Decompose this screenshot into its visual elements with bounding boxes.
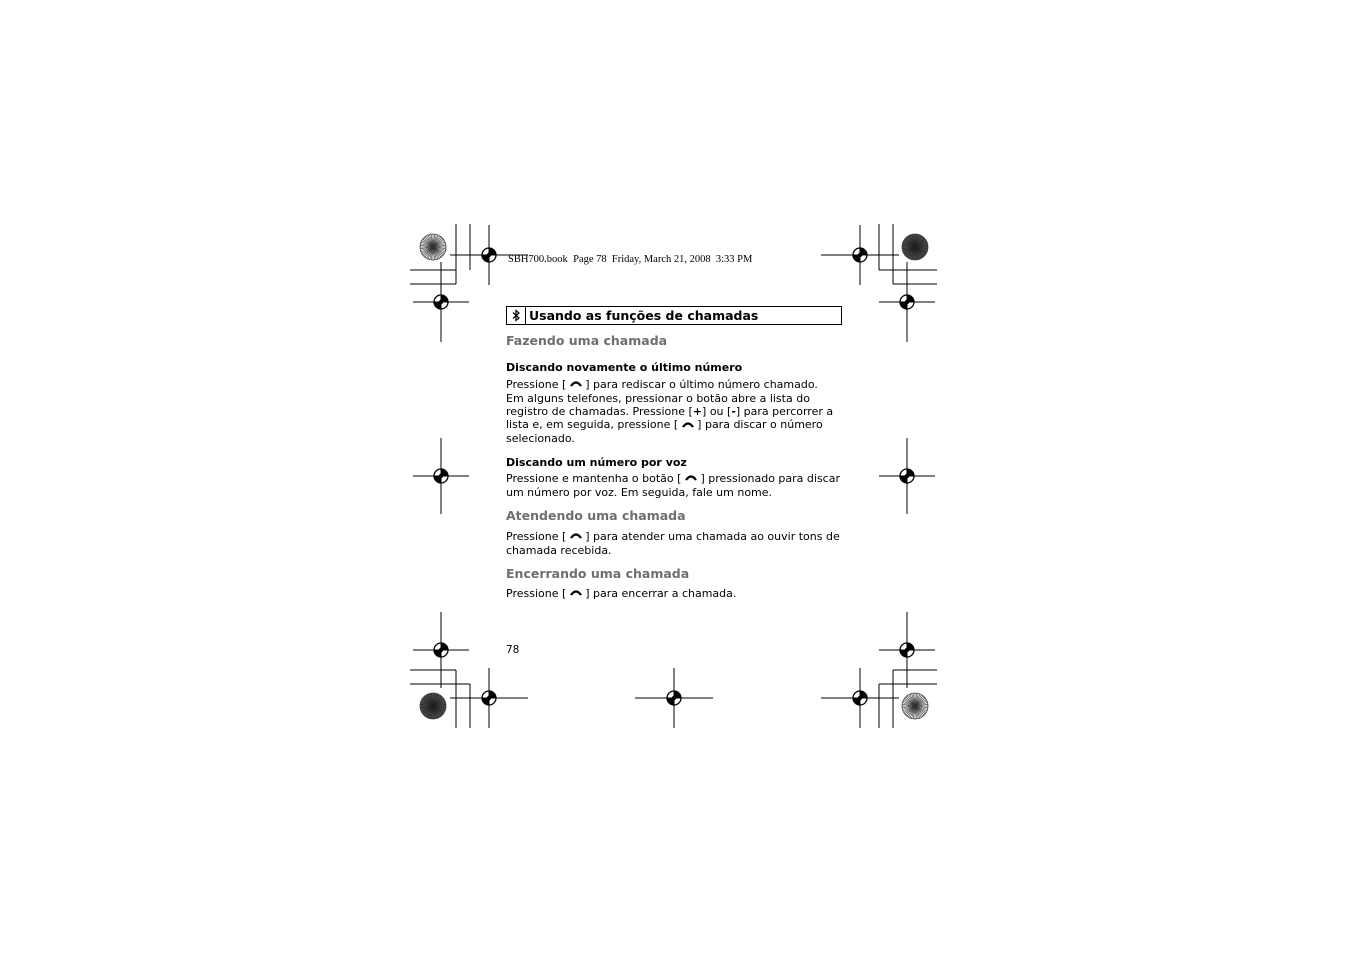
printer-color-wheel-icon bbox=[902, 693, 928, 719]
header-date: Friday, March 21, 2008 bbox=[611, 254, 711, 265]
paragraph-answering: Pressione [ ] para atender uma chamada ao ouvir tons de chamada recebida. bbox=[506, 530, 840, 557]
registration-mark-icon bbox=[635, 668, 713, 728]
heading-redial: Discando novamente o último número bbox=[506, 361, 743, 374]
phone-call-key-icon bbox=[682, 419, 694, 432]
paragraph-ending: Pressione [ ] para encerrar a chamada. bbox=[506, 587, 737, 600]
print-header bbox=[508, 254, 752, 265]
heading-ending: Encerrando uma chamada bbox=[506, 566, 690, 581]
plus-key: + bbox=[692, 405, 703, 419]
paragraph-voice-dial: Pressione e mantenha o botão [ ] pressionado para discar um número por voz. Em seguida, fale um nome. bbox=[506, 472, 840, 499]
paragraph-redial-log: Em alguns telefones, pressionar o botão abre a lista do registro de chamadas. Pressione [+] ou [-] para percorrer a lista e, em seguida, pressione [ ] para discar o número selecionado. bbox=[506, 392, 834, 445]
printer-color-wheel-icon bbox=[902, 234, 928, 260]
phone-end-key-icon bbox=[570, 587, 582, 600]
header-page: Page 78 bbox=[573, 254, 607, 265]
section-title: Usando as funções de chamadas bbox=[529, 308, 759, 323]
registration-mark-icon bbox=[413, 612, 469, 688]
registration-mark-icon bbox=[821, 225, 899, 285]
minus-key: - bbox=[731, 405, 736, 419]
bluetooth-icon bbox=[507, 307, 526, 324]
registration-mark-icon bbox=[879, 612, 935, 688]
paragraph-redial: Pressione [ ] para rediscar o último número chamado. bbox=[506, 378, 818, 391]
registration-mark-icon bbox=[821, 668, 899, 728]
phone-call-key-icon bbox=[685, 472, 697, 485]
section-title-bar bbox=[506, 306, 842, 325]
registration-mark-icon bbox=[450, 668, 528, 728]
header-time: 3:33 PM bbox=[715, 254, 753, 265]
printer-color-wheel-icon bbox=[420, 234, 446, 260]
header-file: SBH700.book bbox=[508, 254, 568, 265]
registration-mark-icon bbox=[879, 262, 935, 342]
page-number: 78 bbox=[506, 644, 520, 656]
heading-voice-dial: Discando um número por voz bbox=[506, 456, 687, 469]
registration-mark-icon bbox=[413, 438, 469, 514]
printer-color-wheel-icon bbox=[420, 693, 446, 719]
registration-mark-icon bbox=[879, 438, 935, 514]
heading-making-call: Fazendo uma chamada bbox=[506, 333, 668, 348]
registration-mark-icon bbox=[413, 262, 469, 342]
heading-answering: Atendendo uma chamada bbox=[506, 508, 686, 523]
phone-call-key-icon bbox=[570, 530, 582, 543]
phone-call-key-icon bbox=[570, 378, 582, 391]
